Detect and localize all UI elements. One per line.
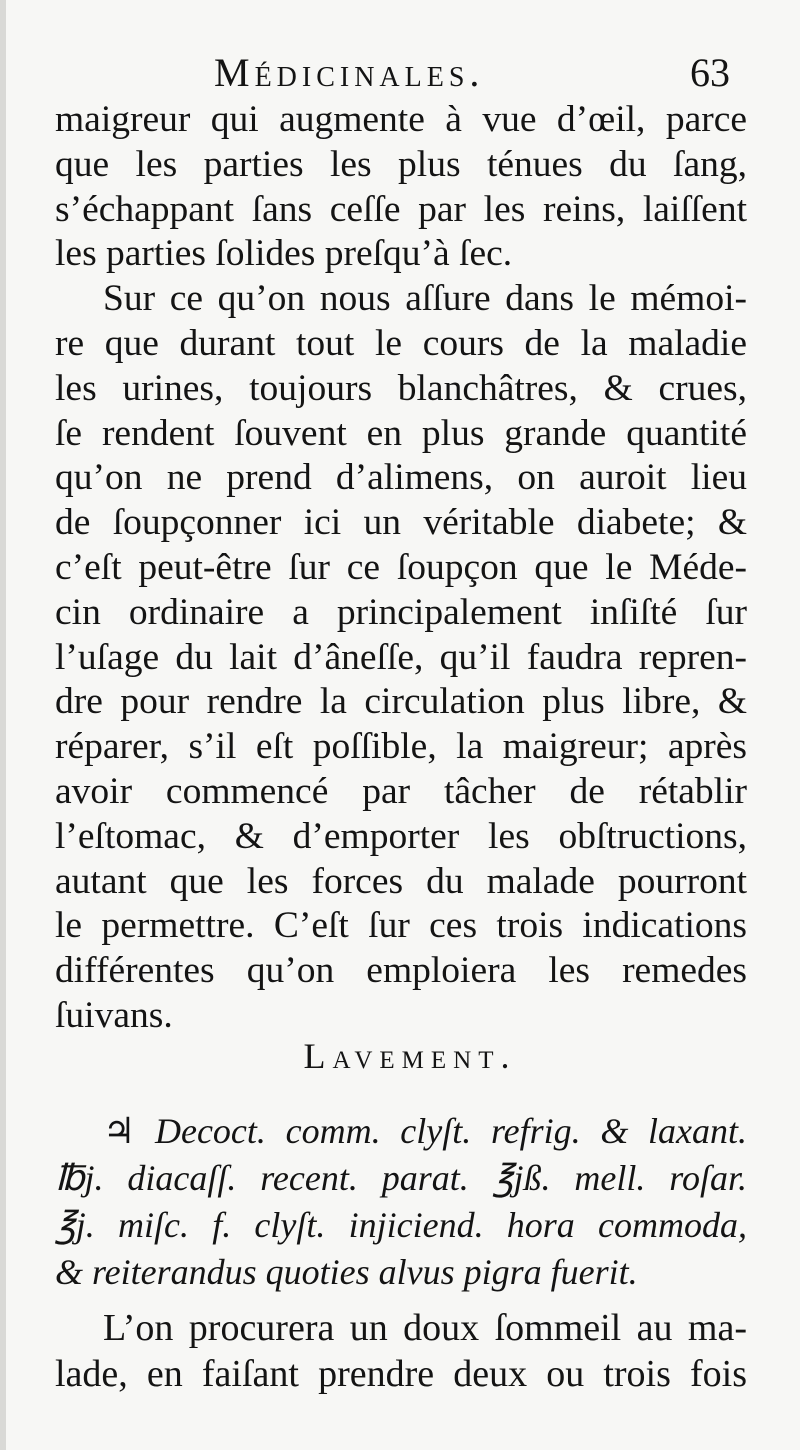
recipe-line: ℔j. diacaſſ. recent. parat. ℥jß. mell. roſar. [55,1158,747,1198]
text-line: l’uſage du lait d’âneſſe, qu’il faudra repren- [55,636,747,678]
recipe-block [55,1108,747,1296]
page-number: 63 [690,50,730,95]
paragraph-2 [55,277,747,1039]
text-line: avoir commencé par tâcher de rétablir [55,770,747,812]
recipe-line: ♃ Decoct. comm. clyſt. refrig. & laxant. [103,1111,747,1151]
recipe-line: & reiterandus quoties alvus pigra fuerit. [55,1252,638,1292]
text-line: ſe rendent ſouvent en plus grande quantité [55,412,747,454]
text-line: c’eſt peut-être ſur ce ſoupçon que le Méde- [55,546,747,588]
text-line: s’échappant ſans ceſſe par les reins, laiſſent [55,188,747,230]
text-line: L’on procurera un doux ſommeil au ma- [103,1307,747,1349]
body-text [55,98,747,1039]
text-line: re que durant tout le cours de la maladie [55,322,747,364]
running-head [0,48,800,98]
text-line: qu’on ne prend d’alimens, on auroit lieu [55,457,747,499]
text-line: Sur ce qu’on nous aſſure dans le mémoi- [103,278,747,320]
text-line: réparer, s’il eſt poſſible, la maigreur; après [55,726,747,768]
text-line: maigreur qui augmente à vue d’œil, parce [55,99,747,140]
text-line: les parties ſolides preſqu’à ſec. [55,233,513,275]
closing-paragraph [55,1305,747,1397]
text-line: que les parties les plus ténues du ſang, [55,143,747,185]
scan-edge [0,0,6,1450]
text-line: dre pour rendre la circulation plus libre, & [55,681,747,723]
text-line: lade, en faiſant prendre deux ou trois fois [55,1353,747,1395]
text-line: autant que les forces du malade pourront [55,860,747,902]
text-line: le permettre. C’eſt ſur ces trois indications [55,905,747,947]
running-title: Médicinales. [214,50,485,95]
recipe-line: ℥j. miſc. f. clyſt. injiciend. hora commoda, [55,1205,747,1245]
text-line: différentes qu’on emploiera les remedes [55,950,747,992]
text-line: les urines, toujours blanchâtres, & crues, [55,367,747,409]
text-line: cin ordinaire a principalement inſiſté ſur [55,591,747,633]
text-line: ſuivans. [55,994,173,1036]
section-heading: Lavement. [303,1036,517,1076]
text-line: de ſoupçonner ici un véritable diabete; & [55,502,747,544]
paragraph-1 [55,98,747,277]
text-line: l’eſtomac, & d’emporter les obſtructions, [55,815,747,857]
